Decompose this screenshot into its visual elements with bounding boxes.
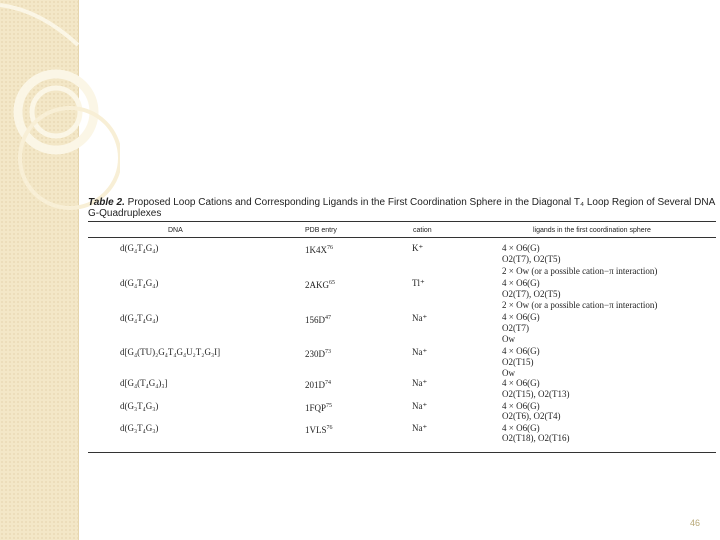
table-bottom-rule <box>88 452 716 453</box>
pdb-cell: $201D^{74}$ <box>305 380 331 390</box>
pdb-cell: 1FQP$^{75}$ <box>305 403 333 413</box>
cation-cell: Na⁺ <box>412 401 428 411</box>
page-number: 46 <box>690 518 701 528</box>
pdb-cell: 2AKG$^{65}$ <box>305 280 335 290</box>
cation-cell: Na⁺ <box>412 347 428 357</box>
table-label: Table 2. <box>88 197 125 208</box>
ligand-line: O2(T18), O2(T16) <box>502 433 570 443</box>
dna-cell: d[G₄(TU)₂G₄T₄G₄U₂T₂G₃I] <box>120 347 221 357</box>
dna-cell: d(G₃T₄G₃) <box>120 423 159 433</box>
ligand-line: O2(T7), O2(T5) <box>502 254 561 264</box>
ligand-line: 2 × Ow (or a possible cation−π interaction) <box>502 266 658 276</box>
ligand-line: O2(T15) <box>502 357 534 367</box>
ligand-line: Ow <box>502 334 515 344</box>
header-pdb-entry: PDB entry <box>305 227 337 234</box>
ligand-line: 2 × Ow (or a possible cation−π interaction) <box>502 300 658 310</box>
pdb-cell: 1VLS$^{76}$ <box>305 425 333 435</box>
ligand-line: 4 × O6(G) <box>502 423 540 433</box>
header-cation: cation <box>413 227 432 234</box>
ligand-line: 4 × O6(G) <box>502 346 540 356</box>
table-caption <box>88 197 716 219</box>
cation-cell: Na⁺ <box>412 313 428 323</box>
cation-cell: Tl⁺ <box>412 278 425 288</box>
header-ligands: ligands in the first coordination sphere <box>533 227 651 234</box>
dna-cell: d(G₄T₄G₄) <box>120 313 159 323</box>
ligand-line: Ow <box>502 368 515 378</box>
header-dna: DNA <box>168 227 183 234</box>
dna-cell: d(G₃T₄G₃) <box>120 401 159 411</box>
cation-cell: Na⁺ <box>412 378 428 388</box>
ligand-line: 4 × O6(G) <box>502 401 540 411</box>
ligand-line: O2(T15), O2(T13) <box>502 389 570 399</box>
ligand-line: 4 × O6(G) <box>502 278 540 288</box>
table-title: Proposed Loop Cations and Corresponding Ligands in the First Coordination Sphere in the Diagonal T₄ Loop Region of Several DNA G-Quadruplexes <box>88 197 715 219</box>
dna-cell: d(G₄T₄G₄) <box>120 243 159 253</box>
dna-cell: d(G₄T₄G₄) <box>120 278 159 288</box>
pdb-cell: $230D^{73}$ <box>305 349 331 359</box>
cation-cell: K⁺ <box>412 243 424 253</box>
cation-cell: Na⁺ <box>412 423 428 433</box>
ligand-line: 4 × O6(G) <box>502 378 540 388</box>
pdb-cell: $156D^{47}$ <box>305 315 331 325</box>
table-header-rule <box>88 237 716 238</box>
ligand-line: 4 × O6(G) <box>502 312 540 322</box>
ligand-line: O2(T7) <box>502 323 529 333</box>
dna-cell: d[G₄(T₄G₄)₃] <box>120 378 168 388</box>
ligand-line: 4 × O6(G) <box>502 243 540 253</box>
pdb-cell: $1K4X^{76}$ <box>305 245 333 255</box>
table-top-rule <box>88 221 716 222</box>
ligand-line: O2(T7), O2(T5) <box>502 289 561 299</box>
ligand-line: O2(T6), O2(T4) <box>502 411 561 421</box>
